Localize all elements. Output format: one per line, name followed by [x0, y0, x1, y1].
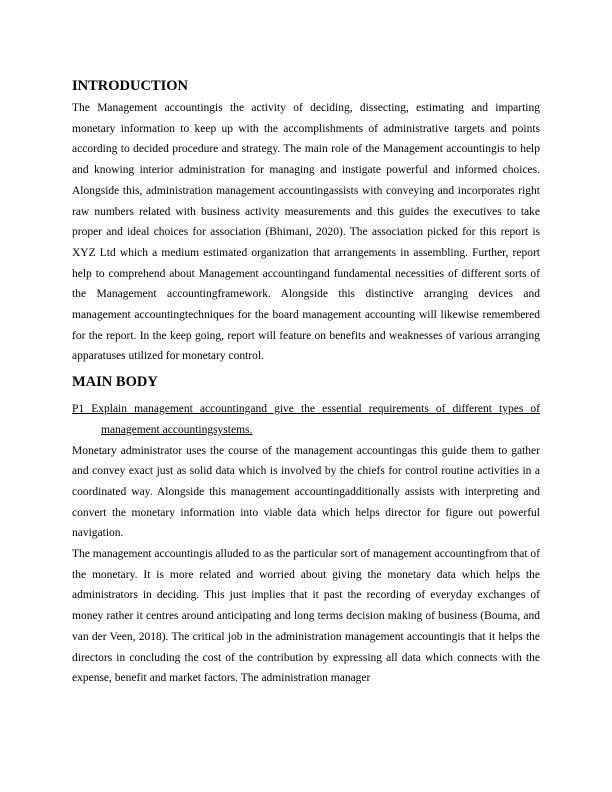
- main-body-paragraph-2: The management accountingis alluded to as the particular sort of management accountingfrom that of the monetary. It is more related and worried about giving the monetary data which helps the administrators in deciding. This just implies that it past the recording of everyday exchanges of money rather it centres around anticipating and long terms decision making of business (Bouma, and van der Veen, 2018). The critical job in the administration management accountingis that it helps the directors in concluding the cost of the contribution by expressing all data which connects with the expense, benefit and market factors. The administration manager: [72, 548, 540, 685]
- introduction-heading: INTRODUCTION: [72, 78, 189, 94]
- main-body-heading: MAIN BODY: [72, 374, 158, 391]
- document-page: [72, 76, 540, 689]
- introduction-paragraph: The Management accountingis the activity of deciding, dissecting, estimating and imparting monetary information to keep up with the accomplishments of administrative targets and points according to decided procedure and strategy. The main role of the Management accountingis to help and knowing interior administration for managing and instigate powerful and informed choices. Alongside this, administration management accountingassists with conveying and incorporates right raw numbers related with business activity measurements and this guides the executives to take proper and ideal choices for association (Bhimani, 2020). The association picked for this report is XYZ Ltd which a medium estimated organization that arrangements in assembling. Further, report help to comprehend about Management accountingand fundamental necessities of different sorts of the Management accountingframework. Alongside this distinctive arranging devices and management accountingtechniques for the board management accounting will likewise remembered for the report. In the keep going, report will feature on benefits and weaknesses of various arranging apparatuses utilized for monetary control.: [72, 102, 540, 363]
- p1-subheading: P1 Explain management accountingand give the essential requirements of different types of management accountingsystems.: [72, 403, 540, 436]
- main-body-paragraph-1: Monetary administrator uses the course of the management accountingas this guide them to gather and convey exact just as solid data which is involved by the chiefs for control routine activities in a coordinated way. Alongside this management accountingadditionally assists with interpreting and convert the monetary information into viable data which helps director for figure out powerful navigation.: [72, 444, 540, 540]
